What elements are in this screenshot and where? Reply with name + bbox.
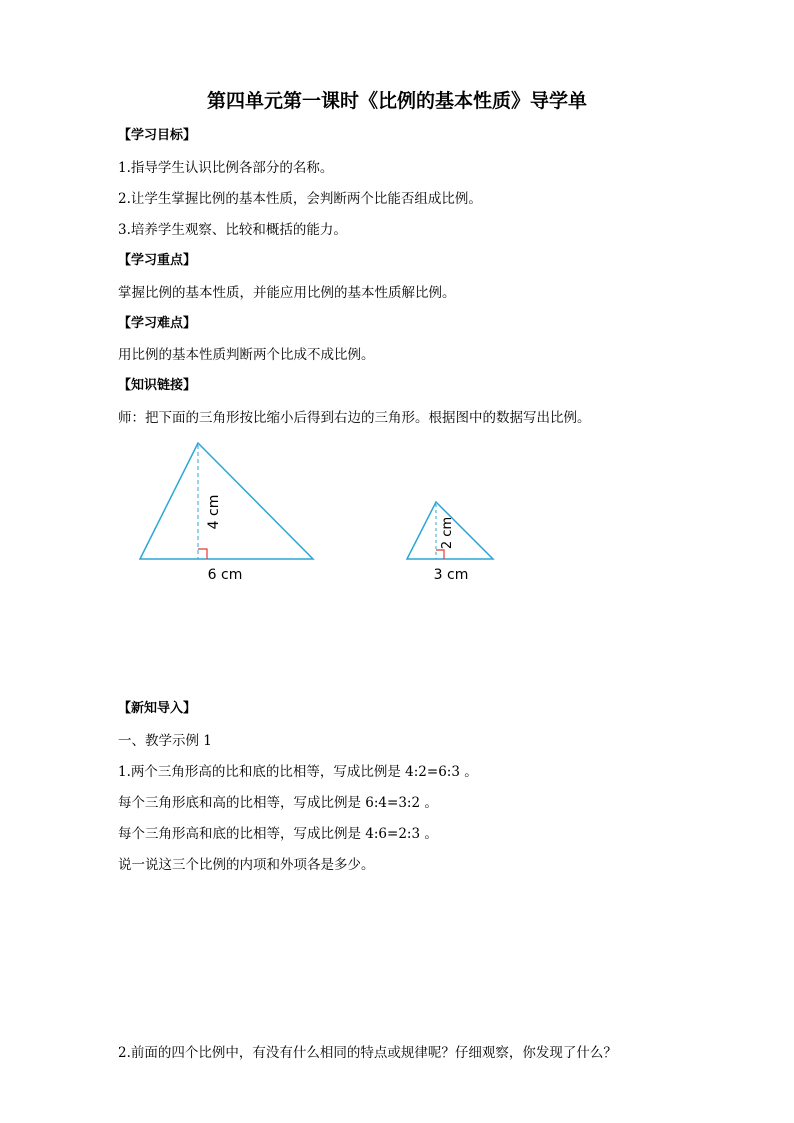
new-knowledge-heading: 【新知导入】 (118, 701, 197, 716)
large-height-label: 4 cm (206, 494, 222, 530)
large-base-label: 6 cm (207, 567, 243, 583)
knowledge-link-text: 师：把下面的三角形按比缩小后得到右边的三角形。根据图中的数据写出比例。 (118, 410, 591, 426)
example-title: 一、教学示例 1 (118, 733, 212, 749)
question-2: 2.前面的四个比例中，有没有什么相同的特点或规律呢？仔细观察，你发现了什么？ (118, 1045, 617, 1061)
example-line-3: 每个三角形高和底的比相等，写成比例是 4:6=2:3 。 (118, 826, 438, 842)
key-points-heading: 【学习重点】 (118, 253, 197, 268)
large-triangle (140, 443, 313, 583)
goal-item-2: 2.让学生掌握比例的基本性质，会判断两个比能否组成比例。 (118, 191, 482, 207)
key-points-text: 掌握比例的基本性质，并能应用比例的基本性质解比例。 (118, 285, 456, 301)
difficulties-text: 用比例的基本性质判断两个比成不成比例。 (118, 347, 375, 363)
goals-heading: 【学习目标】 (118, 128, 197, 143)
large-triangle-outline (140, 443, 313, 559)
goal-item-3: 3.培养学生观察、比较和概括的能力。 (118, 222, 347, 238)
knowledge-link-heading: 【知识链接】 (118, 378, 197, 393)
example-line-4: 说一说这三个比例的内项和外项各是多少。 (118, 857, 375, 873)
large-right-angle-mark (198, 549, 207, 559)
difficulties-heading: 【学习难点】 (118, 316, 197, 331)
page-title: 第四单元第一课时《比例的基本性质》导学单 (206, 90, 587, 112)
example-line-2: 每个三角形底和高的比相等，写成比例是 6:4=3:2 。 (118, 795, 438, 811)
goal-item-1: 1.指导学生认识比例各部分的名称。 (118, 160, 334, 176)
small-base-label: 3 cm (433, 567, 469, 583)
small-height-label: 2 cm (440, 516, 455, 550)
small-triangle (407, 502, 493, 583)
example-line-1: 1.两个三角形高的比和底的比相等，写成比例是 4:2=6:3 。 (118, 764, 478, 780)
small-right-angle-mark (436, 550, 444, 559)
